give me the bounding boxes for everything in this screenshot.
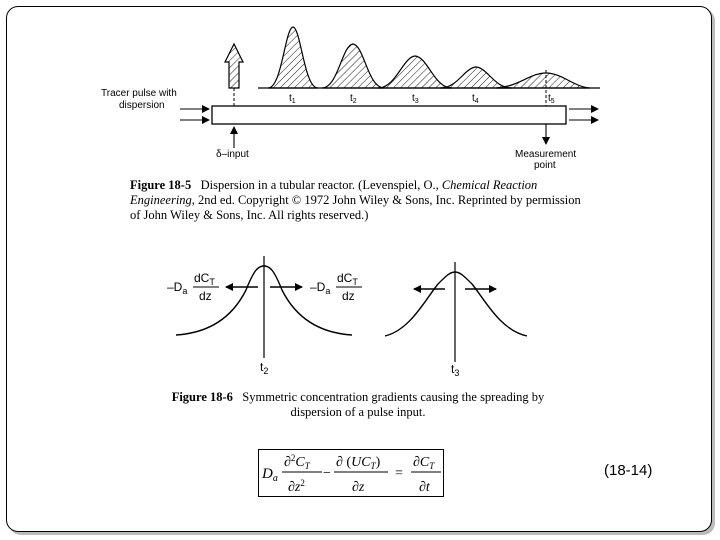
- tracer-label-line2: dispersion: [119, 100, 165, 111]
- time-label-t5: $t_5$: [548, 93, 555, 105]
- svg-text:–Da: $-D_a$: [167, 280, 188, 296]
- svg-text:–Da: $-D_a$: [310, 280, 331, 296]
- tubular-reactor: [212, 106, 566, 124]
- caption-book-title: Chemical Reaction Engineering: [130, 178, 538, 207]
- figure-18-5-caption-label: Figure 18-5: [130, 178, 192, 192]
- pulse-curve-t5: [496, 73, 590, 88]
- figure-18-6-caption-text: Symmetric concentration gradients causing the spreading by dispersion of a pulse input.: [242, 390, 545, 419]
- time-label-t4: $t_4$: [472, 93, 479, 105]
- svg-text:Da: $D_a$: [262, 466, 278, 484]
- svg-text:−: −: [323, 466, 331, 481]
- flux-label-left: [167, 271, 219, 303]
- pulse-curve-t1: [268, 27, 318, 88]
- svg-text:∂z: ∂z: [352, 480, 365, 495]
- t2-label: $t_2$: [260, 360, 269, 376]
- t3-label: $t_3$: [451, 362, 460, 378]
- delta-input-label: δ–input: [216, 149, 249, 160]
- delta-input-arrow-icon: [225, 44, 243, 88]
- svg-text:∂t: ∂t: [419, 480, 430, 495]
- figure-18-6-caption-label: Figure 18-6: [171, 390, 233, 404]
- svg-text:dCT: $dC_T$: [194, 271, 215, 287]
- measurement-label-line2: point: [534, 160, 556, 171]
- svg-text:∂2CT: $\partial^2C_T$: [284, 453, 310, 471]
- broad-pulse-curve: [385, 272, 527, 336]
- pulse-curve-t2: [322, 44, 384, 88]
- svg-text:dz: dz: [199, 289, 212, 303]
- figure-18-6-diagram: [167, 256, 527, 378]
- svg-text:=: =: [395, 466, 403, 481]
- pulse-curve-t3: [378, 56, 452, 88]
- flux-label-right: [310, 271, 362, 303]
- svg-text:dz: dz: [342, 289, 355, 303]
- figure-18-5-caption: [130, 178, 592, 223]
- pulse-curve-t4: [440, 67, 512, 88]
- equation-box: [258, 449, 444, 497]
- time-label-t1: $t_1$: [289, 93, 296, 105]
- svg-text:dCT: $dC_T$: [337, 271, 358, 287]
- figure-18-6-caption: [148, 390, 568, 420]
- svg-text:∂z2: $\partial z^2$: [288, 478, 305, 495]
- tracer-label-line1: Tracer pulse with: [101, 88, 177, 99]
- measurement-label-line1: Measurement: [515, 149, 577, 160]
- caption-text-b: , 2nd ed. Copyright © 1972 John Wiley & Sons, Inc. Reprinted by permission of John Wiley & Sons, Inc. All rights reserved.): [130, 193, 581, 222]
- time-label-t2: $t_2$: [350, 93, 357, 105]
- caption-text-a: Dispersion in a tubular reactor. (Levenspiel, O.,: [200, 178, 442, 192]
- svg-text:∂CT: $\partial C_T$: [413, 455, 435, 471]
- time-label-t3: $t_3$: [412, 93, 419, 105]
- equation-number: (18-14): [604, 462, 653, 479]
- figure-18-5-diagram: [101, 27, 600, 171]
- svg-text:∂ (UCT): ∂ $(UC_T)$: [336, 455, 381, 471]
